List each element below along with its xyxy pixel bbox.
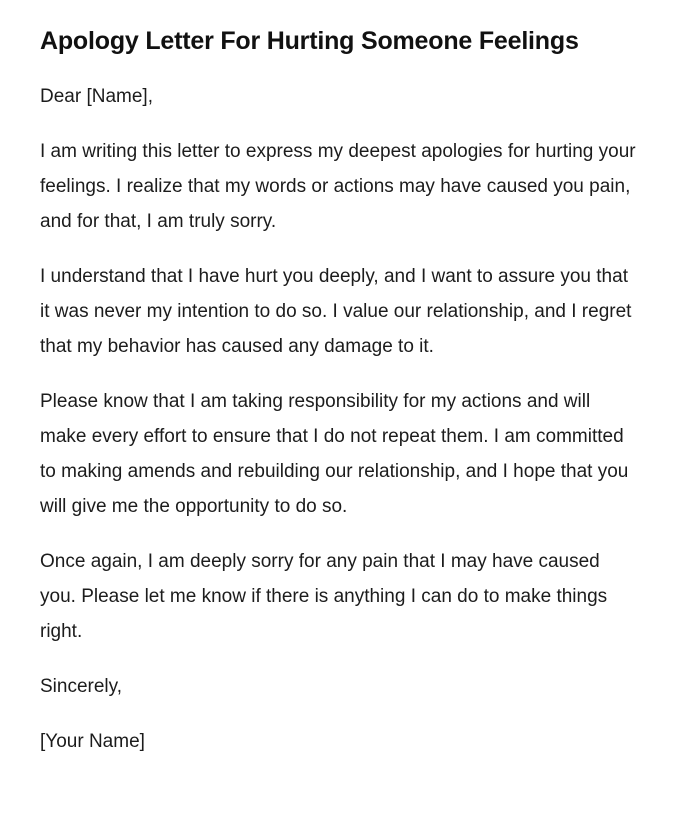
closing: Sincerely, bbox=[40, 676, 123, 698]
letter-paragraph-1: I am writing this letter to express my deepest apologies for hurting your feelings. I realize that my words or actions may have caused you pain, and for that, I am truly sorry. bbox=[40, 141, 636, 233]
salutation: Dear [Name], bbox=[40, 86, 153, 108]
signature: [Your Name] bbox=[40, 731, 145, 753]
page-title: Apology Letter For Hurting Someone Feelings bbox=[40, 27, 579, 55]
letter-paragraph-2: I understand that I have hurt you deeply, and I want to assure you that it was never my intention to do so. I value our relationship, and I regret that my behavior has caused any damage to it. bbox=[40, 266, 632, 358]
letter-paragraph-4: Once again, I am deeply sorry for any pain that I may have caused you. Please let me know if there is anything I can do to make things right. bbox=[40, 551, 608, 643]
letter-paragraph-3: Please know that I am taking responsibility for my actions and will make every effort to ensure that I do not repeat them. I am committed to making amends and rebuilding our relationship, and I hope that you will give me the opportunity to do so. bbox=[40, 391, 629, 518]
